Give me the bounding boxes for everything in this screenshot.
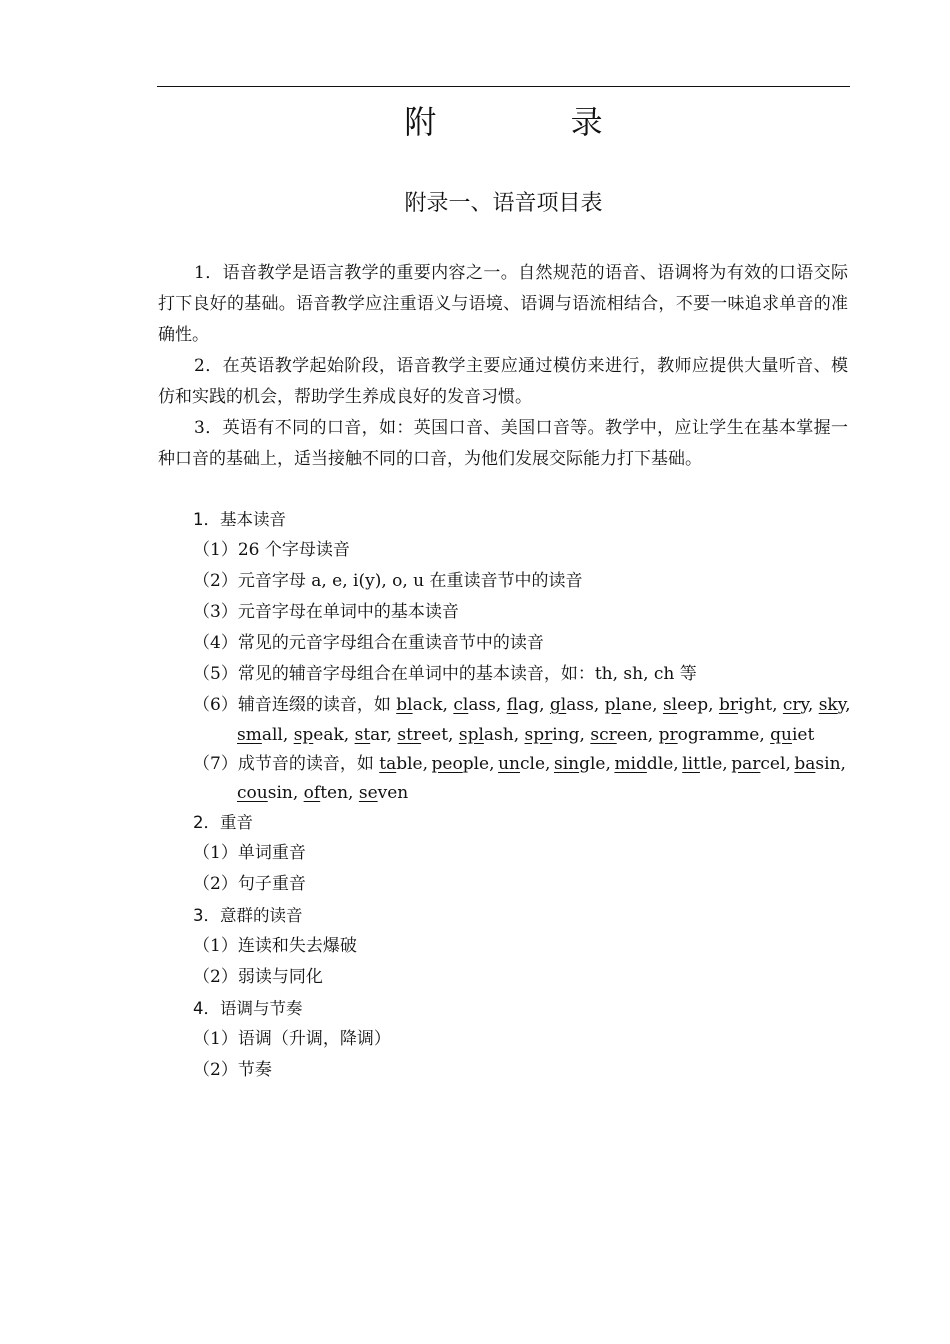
syllabic-words-line-2 — [237, 779, 408, 808]
word-rest: iet — [791, 725, 815, 745]
underlined-part: un — [498, 754, 520, 774]
example-word: cousin, — [237, 783, 299, 803]
word-rest: een — [616, 725, 648, 745]
example-word — [770, 725, 814, 745]
word-rest: dle — [646, 754, 674, 774]
heading-stress: 2．重音 — [193, 813, 253, 832]
intro-paragraph-1: 1．语音教学是语言教学的重要内容之一。自然规范的语音、语调将为有效的口语交际打下良好的基础。语音教学应注重语义与语境、语调与语流相结合，不要一味追求单音的准确性。 — [158, 263, 848, 345]
example-word: speak, — [293, 725, 355, 745]
word-rest: ack — [412, 695, 443, 715]
list-item-consonant-clusters — [193, 691, 851, 720]
word-rest: ar — [370, 725, 387, 745]
underlined-part: st — [354, 725, 371, 745]
underlined-part: sp — [293, 725, 314, 745]
word-rest: ag — [518, 695, 540, 715]
example-word: programme, — [658, 725, 771, 745]
example-word: parcel, — [731, 754, 791, 774]
intro-paragraph-3: 3．英语有不同的口音，如：英国口音、美国口音等。教学中，应让学生在基本掌握一种口音的基础上，适当接触不同的口音，为他们发展交际能力打下基础。 — [158, 418, 848, 469]
word-rest: ane — [620, 695, 653, 715]
underlined-part: pr — [658, 725, 678, 745]
list-item: （4）常见的元音字母组合在重读音节中的读音 — [193, 633, 544, 653]
underlined-part: spr — [524, 725, 553, 745]
word-rest: ash — [483, 725, 514, 745]
word-rest: ing — [552, 725, 580, 745]
word-rest: y — [800, 695, 808, 715]
heading-sense-groups: 3．意群的读音 — [193, 906, 303, 925]
word-rest: ass — [468, 695, 496, 715]
example-word — [359, 783, 408, 803]
word-rest: ten — [320, 783, 349, 803]
word-rest: gle — [579, 754, 606, 774]
underlined-part: gl — [549, 695, 567, 715]
example-word: street, — [397, 725, 459, 745]
list-item: （2）句子重音 — [193, 874, 306, 894]
example-word: often, — [303, 783, 354, 803]
underlined-part: spl — [458, 725, 484, 745]
word-rest: all — [261, 725, 283, 745]
heading-basic-pronunciation: 1．基本读音 — [193, 510, 286, 529]
example-word: screen, — [590, 725, 659, 745]
list-item: （2）弱读与同化 — [193, 967, 323, 987]
example-word: splash, — [458, 725, 525, 745]
underlined-part: pl — [604, 695, 621, 715]
underlined-part: fl — [506, 695, 519, 715]
underlined-part: se — [358, 783, 378, 803]
example-word: people, — [431, 754, 495, 774]
example-word: cry, — [782, 695, 819, 715]
example-word: middle, — [614, 754, 679, 774]
underlined-part: scr — [590, 725, 617, 745]
example-word: star, — [354, 725, 398, 745]
underlined-part: sm — [237, 725, 262, 745]
list-item: （1）连读和失去爆破 — [193, 936, 357, 956]
list-item-prefix: （7）成节音的读音，如 — [193, 754, 380, 774]
example-word: bright, — [718, 695, 783, 715]
example-word: glass, — [549, 695, 605, 715]
underlined-part: str — [397, 725, 422, 745]
list-item: （3）元音字母在单词中的基本读音 — [193, 602, 459, 622]
word-rest: ogramme — [677, 725, 760, 745]
underlined-part: cl — [453, 695, 469, 715]
word-rest: y — [837, 695, 846, 715]
word-rest: ass — [566, 695, 594, 715]
section-title: 附录一、语音项目表 — [404, 191, 603, 216]
example-word: flag, — [506, 695, 550, 715]
page-title: 附 录 — [404, 103, 665, 141]
example-word: sky, — [818, 695, 851, 715]
example-word: uncle, — [498, 754, 551, 774]
list-item-prefix: （6）辅音连缀的读音，如 — [193, 695, 397, 715]
example-word: table, — [379, 754, 428, 774]
list-item: （5）常见的辅音字母组合在单词中的基本读音，如：th, sh, ch 等 — [193, 664, 697, 684]
word-rest: ven — [377, 783, 409, 803]
example-word: sleep, — [662, 695, 719, 715]
example-word: small, — [237, 725, 294, 745]
underlined-part: bl — [396, 695, 413, 715]
example-word: plane, — [604, 695, 663, 715]
underlined-part: br — [718, 695, 738, 715]
list-item: （1）26 个字母读音 — [193, 540, 350, 560]
underlined-part: ba — [794, 754, 816, 774]
heading-intonation-rhythm: 4．语调与节奏 — [193, 999, 303, 1018]
underlined-part: of — [303, 783, 321, 803]
cluster-words-line-2 — [237, 721, 814, 750]
list-item: （1）单词重音 — [193, 843, 306, 863]
underlined-part: mid — [614, 754, 647, 774]
underlined-part: ta — [379, 754, 397, 774]
underlined-part: cou — [237, 783, 268, 803]
word-rest: cle — [519, 754, 546, 774]
word-rest: ple — [462, 754, 490, 774]
word-rest: eak — [313, 725, 344, 745]
word-rest: cel — [760, 754, 786, 774]
example-word: single, — [553, 754, 611, 774]
prefix-group — [193, 750, 428, 779]
list-item-syllabic-sounds — [193, 750, 846, 779]
underlined-part: qu — [770, 725, 792, 745]
underlined-part: peo — [431, 754, 463, 774]
header-rule — [157, 86, 850, 87]
underlined-part: sin — [553, 754, 580, 774]
example-word: class, — [453, 695, 507, 715]
word-rest: ble — [396, 754, 423, 774]
underlined-part: cr — [782, 695, 801, 715]
example-word: basin, — [794, 754, 846, 774]
word-rest: sin — [815, 754, 841, 774]
example-word: spring, — [524, 725, 591, 745]
word-rest: ight — [737, 695, 773, 715]
cluster-words-line-1 — [396, 695, 850, 715]
example-word: black, — [396, 695, 454, 715]
word-rest: sin — [267, 783, 293, 803]
underlined-part: sl — [662, 695, 678, 715]
underlined-part: lit — [682, 754, 700, 774]
list-item: （2）节奏 — [193, 1060, 272, 1080]
word-rest: tle — [699, 754, 723, 774]
word-rest: eet — [421, 725, 449, 745]
list-item: （2）元音字母 a, e, i(y), o, u 在重读音节中的读音 — [193, 571, 583, 591]
list-item: （1）语调（升调，降调） — [193, 1029, 391, 1049]
intro-paragraph-2: 2．在英语教学起始阶段，语音教学主要应通过模仿来进行，教师应提供大量听音、模仿和实践的机会，帮助学生养成良好的发音习惯。 — [158, 356, 848, 407]
underlined-part: par — [731, 754, 761, 774]
word-rest: eep — [677, 695, 709, 715]
example-word: little, — [682, 754, 728, 774]
underlined-part: sk — [818, 695, 838, 715]
